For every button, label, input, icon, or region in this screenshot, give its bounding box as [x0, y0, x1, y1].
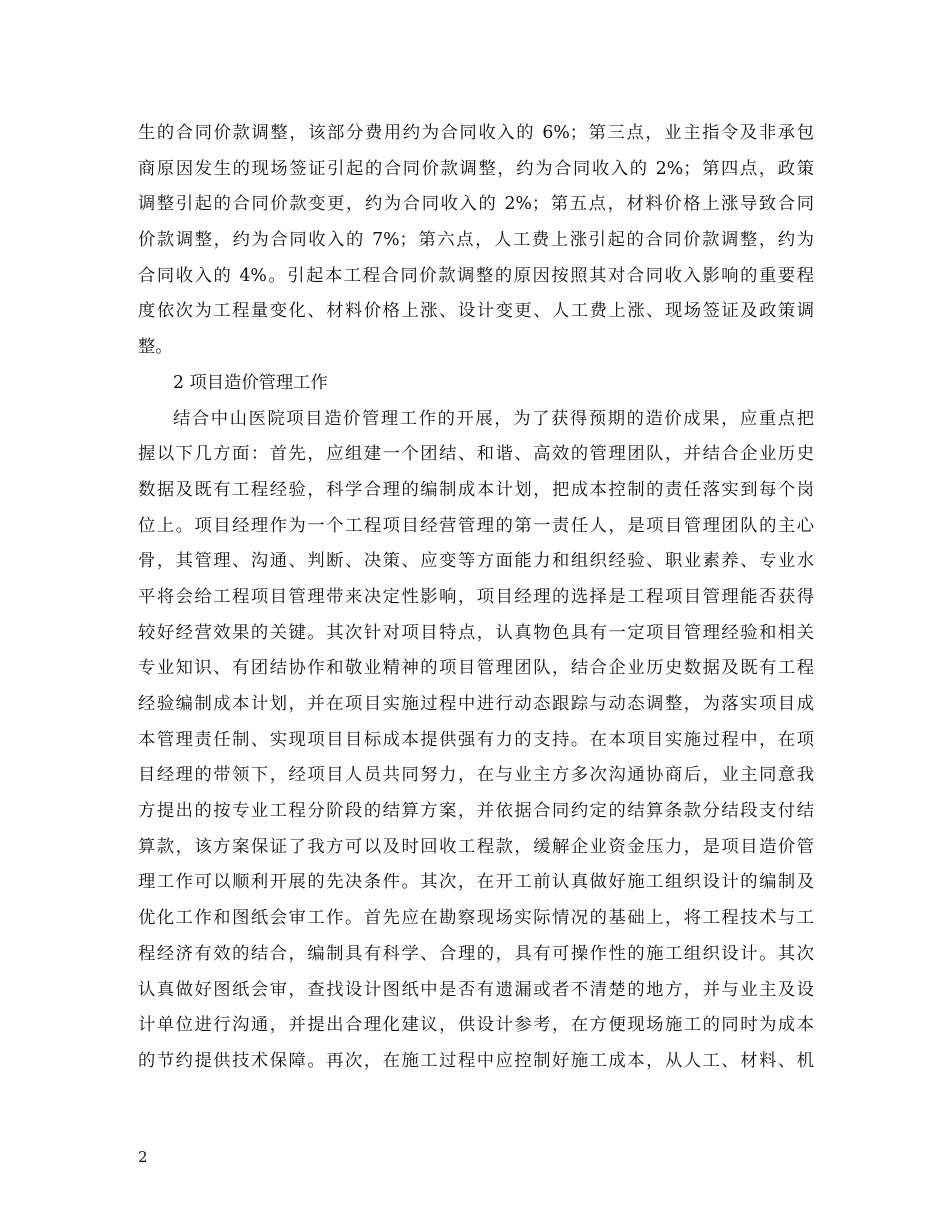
text-line: 调整引起的合同价款变更，约为合同收入的 2%；第五点，材料价格上涨导致合同 [138, 194, 814, 215]
text-line: 算款，该方案保证了我方可以及时回收工程款，缓解企业资金压力，是项目造价管 [138, 836, 814, 857]
text-line: 计单位进行沟通，并提出合理化建议，供设计参考，在方便现场施工的同时为成本 [138, 1015, 814, 1036]
text-line: 度依次为工程量变化、材料价格上涨、设计变更、人工费上涨、现场签证及政策调 [138, 301, 814, 322]
text-line: 握以下几方面：首先，应组建一个团结、和谐、高效的管理团队，并结合企业历史 [138, 444, 814, 465]
text-line: 较好经营效果的关键。其次针对项目特点，认真物色具有一定项目管理经验和相关 [138, 622, 814, 643]
text-line: 合同收入的 4%。引起本工程合同价款调整的原因按照其对合同收入影响的重要程 [138, 265, 814, 286]
text-line: 的节约提供技术保障。再次，在施工过程中应控制好施工成本，从人工、材料、机 [138, 1050, 814, 1071]
page-number: 2 [138, 1148, 148, 1166]
text-line: 优化工作和图纸会审工作。首先应在勘察现场实际情况的基础上，将工程技术与工 [138, 908, 814, 929]
text-line: 平将会给工程项目管理带来决定性影响，项目经理的选择是工程项目管理能否获得 [138, 586, 814, 607]
text-line: 经验编制成本计划，并在项目实施过程中进行动态跟踪与动态调整，为落实项目成 [138, 694, 814, 714]
text-line: 整。 [138, 337, 173, 358]
text-line: 专业知识、有团结协作和敬业精神的项目管理团队，结合企业历史数据及既有工程 [138, 658, 814, 679]
text-line: 理工作可以顺利开展的先决条件。其次，在开工前认真做好施工组织设计的编制及 [138, 872, 814, 893]
text-line: 位上。项目经理作为一个工程项目经营管理的第一责任人，是项目管理团队的主心 [138, 515, 814, 536]
text-line: 数据及既有工程经验，科学合理的编制成本计划，把成本控制的责任落实到每个岗 [138, 479, 814, 500]
text-line: 结合中山医院项目造价管理工作的开展，为了获得预期的造价成果，应重点把 [173, 408, 814, 429]
body-text [138, 116, 814, 1080]
text-line: 价款调整，约为合同收入的 7%；第六点，人工费上涨引起的合同价款调整，约为 [138, 230, 814, 251]
text-line: 程经济有效的结合，编制具有科学、合理的，具有可操作性的施工组织设计。其次 [138, 943, 814, 964]
text-line: 目经理的带领下，经项目人员共同努力，在与业主方多次沟通协商后，业主同意我 [138, 765, 814, 786]
section-heading: 2 项目造价管理工作 [173, 372, 328, 393]
text-line: 方提出的按专业工程分阶段的结算方案，并依据合同约定的结算条款分结段支付结 [138, 801, 814, 822]
text-line: 本管理责任制、实现项目目标成本提供强有力的支持。在本项目实施过程中，在项 [138, 729, 814, 750]
text-line: 商原因发生的现场签证引起的合同价款调整，约为合同收入的 2%；第四点，政策 [138, 158, 814, 179]
text-line: 骨，其管理、沟通、判断、决策、应变等方面能力和组织经验、职业素养、专业水 [138, 551, 814, 572]
text-line: 生的合同价款调整，该部分费用约为合同收入的 6%；第三点，业主指令及非承包 [138, 123, 814, 143]
text-line: 认真做好图纸会审，查找设计图纸中是否有遗漏或者不清楚的地方，并与业主及设 [138, 979, 814, 1000]
